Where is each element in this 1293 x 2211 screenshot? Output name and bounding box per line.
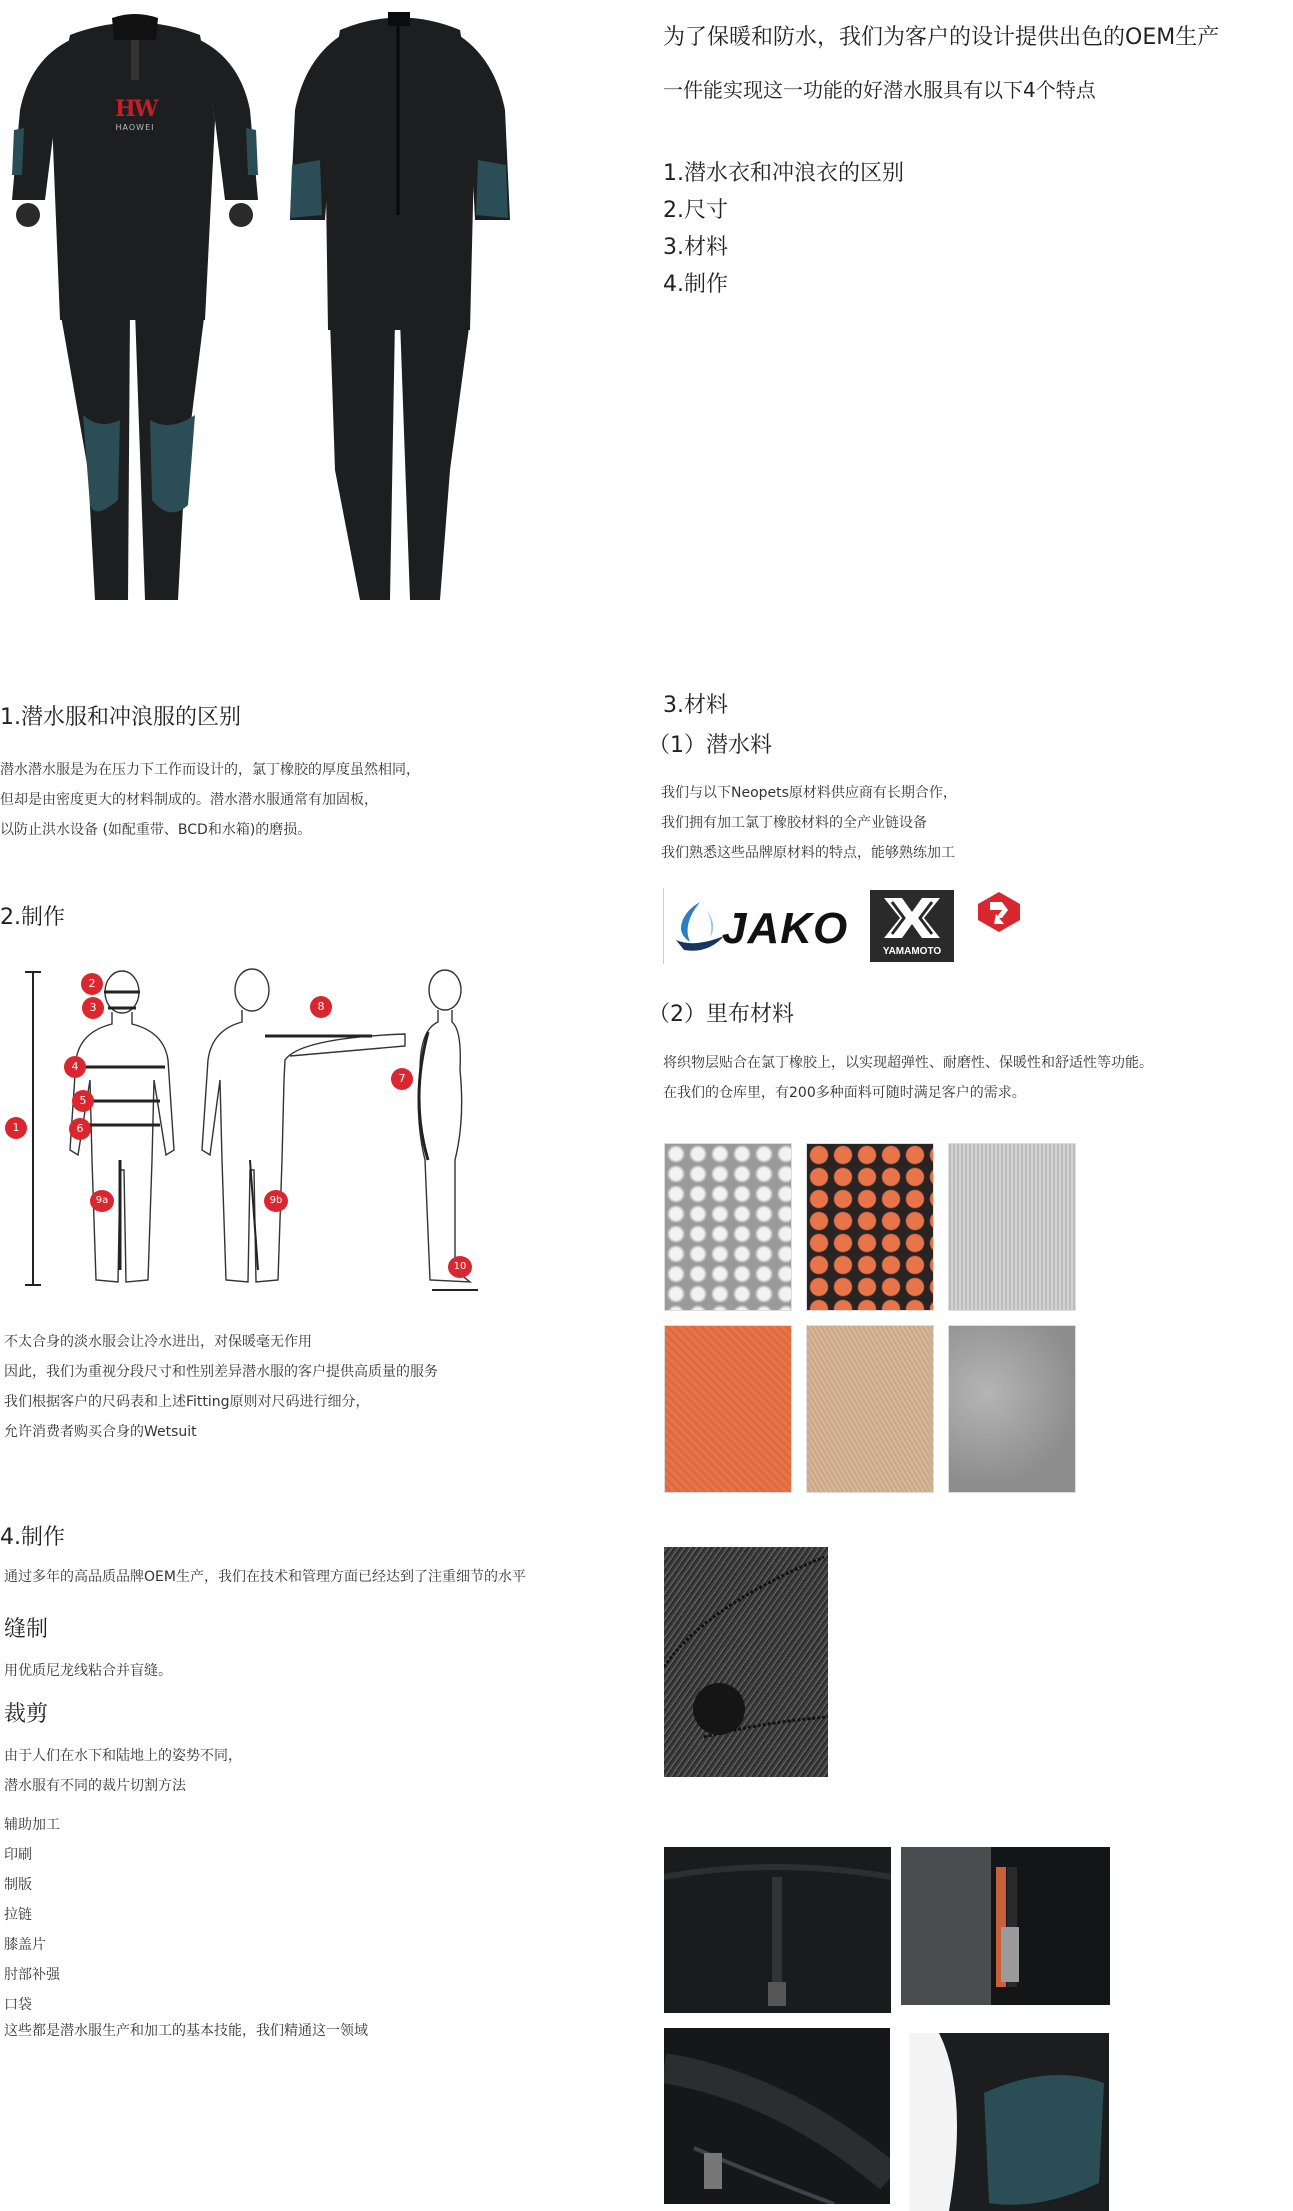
measure-marker: 9b bbox=[264, 1190, 288, 1212]
paragraph-line: 我们拥有加工氯丁橡胶材料的全产业链设备 bbox=[661, 815, 927, 831]
paragraph-line: 在我们的仓库里，有200多种面料可随时满足客户的需求。 bbox=[663, 1085, 1026, 1101]
fabric-swatch-orange-hex bbox=[806, 1143, 934, 1311]
feature-item: 2.尺寸 bbox=[663, 198, 728, 223]
lining-title: （2）里布材料 bbox=[648, 1002, 794, 1027]
manufacturing-intro: 通过多年的高品质品牌OEM生产，我们在技术和管理方面已经达到了注重细节的水平 bbox=[4, 1569, 526, 1585]
process-item: 印刷 bbox=[4, 1847, 32, 1863]
paragraph-line: 我们与以下Neopets原材料供应商有长期合作， bbox=[661, 785, 957, 801]
intro-line-2: 一件能实现这一功能的好潜水服具有以下4个特点 bbox=[663, 78, 1096, 102]
paragraph-line: 潜水潜水服是为在压力下工作而设计的，氯丁橡胶的厚度虽然相同， bbox=[0, 762, 420, 778]
neoprene-text bbox=[661, 778, 957, 868]
sizing-text bbox=[4, 1327, 438, 1447]
paragraph-line: 潜水服有不同的裁片切割方法 bbox=[4, 1778, 186, 1794]
paragraph-line: 不太合身的淡水服会让冷水进出，对保暖毫无作用 bbox=[4, 1334, 312, 1350]
measure-marker: 8 bbox=[310, 996, 332, 1018]
measure-marker: 5 bbox=[72, 1090, 94, 1112]
paragraph-line: 因此，我们为重视分段尺寸和性别差异潜水服的客户提供高质量的服务 bbox=[4, 1364, 438, 1380]
stitching-detail-photo bbox=[664, 1547, 828, 1777]
paragraph-line: 我们熟悉这些品牌原材料的特点，能够熟练加工 bbox=[661, 845, 955, 861]
section-title-manufacturing: 4.制作 bbox=[0, 1525, 65, 1550]
section-title-sizing: 2.制作 bbox=[0, 905, 65, 930]
paragraph-line: 将织物层贴合在氯丁橡胶上，以实现超弹性、耐磨性、保暖性和舒适性等功能。 bbox=[663, 1055, 1153, 1071]
feature-item: 1.潜水衣和冲浪衣的区别 bbox=[663, 161, 904, 186]
section-title-difference: 1.潜水服和冲浪服的区别 bbox=[0, 705, 241, 730]
jako-wordmark: JAKO bbox=[722, 904, 849, 953]
fabric-swatch-white-hex bbox=[664, 1143, 792, 1311]
third-supplier-logo bbox=[974, 890, 1024, 934]
process-item: 拉链 bbox=[4, 1907, 32, 1923]
intro-line-1: 为了保暖和防水，我们为客户的设计提供出色的OEM生产 bbox=[663, 25, 1220, 50]
measure-marker: 4 bbox=[64, 1056, 86, 1078]
cutting-title: 裁剪 bbox=[4, 1702, 49, 1727]
difference-text bbox=[0, 755, 420, 845]
chest-zipper-photo bbox=[664, 1847, 891, 2013]
process-list bbox=[4, 1810, 368, 2046]
measure-marker: 3 bbox=[82, 997, 104, 1019]
closing-line: 这些都是潜水服生产和加工的基本技能，我们精通这一领域 bbox=[4, 2023, 368, 2039]
process-item: 制版 bbox=[4, 1877, 32, 1893]
paragraph-line: 由于人们在水下和陆地上的姿势不同， bbox=[4, 1748, 242, 1764]
process-item: 膝盖片 bbox=[4, 1937, 46, 1953]
neoprene-title: （1）潜水料 bbox=[648, 733, 772, 758]
feature-item: 3.材料 bbox=[663, 235, 728, 260]
fabric-swatch-orange-plain bbox=[664, 1325, 792, 1493]
paragraph-line: 以防止洪水设备 (如配重带、BCD和水箱)的磨损。 bbox=[0, 822, 312, 838]
measure-marker: 9a bbox=[90, 1190, 114, 1212]
measurement-diagram bbox=[0, 960, 490, 1300]
section-title-materials: 3.材料 bbox=[663, 693, 728, 718]
yamamoto-wordmark: YAMAMOTO bbox=[882, 946, 942, 957]
paragraph-line: 允许消费者购买合身的Wetsuit bbox=[4, 1424, 197, 1440]
paragraph-line: 我们根据客户的尺码表和上述Fitting原则对尺码进行细分， bbox=[4, 1394, 370, 1410]
process-item: 肘部补强 bbox=[4, 1967, 60, 1983]
brand-logo: HW bbox=[115, 96, 157, 122]
stitching-title: 缝制 bbox=[4, 1617, 49, 1642]
fabric-swatch-grey-knit bbox=[948, 1143, 1076, 1311]
wetsuit-front-image bbox=[0, 0, 270, 610]
zipper-closeup-photo bbox=[901, 1847, 1110, 2005]
process-item: 辅助加工 bbox=[4, 1817, 60, 1833]
fabric-swatch-beige bbox=[806, 1325, 934, 1493]
yamamoto-logo bbox=[870, 890, 954, 962]
paragraph-line: 但却是由密度更大的材料制成的。潜水潜水服通常有加固板， bbox=[0, 792, 378, 808]
feature-list bbox=[663, 155, 904, 303]
brand-name: HAOWEI bbox=[115, 123, 155, 132]
measure-marker: 1 bbox=[5, 1117, 27, 1139]
measure-marker: 2 bbox=[81, 973, 103, 995]
wetsuit-back-image bbox=[280, 0, 520, 610]
cuff-zipper-photo bbox=[664, 2028, 890, 2204]
measure-marker: 6 bbox=[69, 1118, 91, 1140]
lining-text bbox=[663, 1048, 1153, 1108]
fabric-swatch-grey-mottled bbox=[948, 1325, 1076, 1493]
stitching-text: 用优质尼龙线粘合并盲缝。 bbox=[4, 1663, 172, 1679]
measure-marker: 7 bbox=[391, 1068, 413, 1090]
knee-pad-photo bbox=[909, 2033, 1109, 2211]
feature-item: 4.制作 bbox=[663, 272, 728, 297]
cutting-text bbox=[4, 1741, 242, 1801]
measure-marker: 10 bbox=[448, 1256, 472, 1278]
jako-logo bbox=[663, 888, 849, 964]
process-item: 口袋 bbox=[4, 1997, 32, 2013]
